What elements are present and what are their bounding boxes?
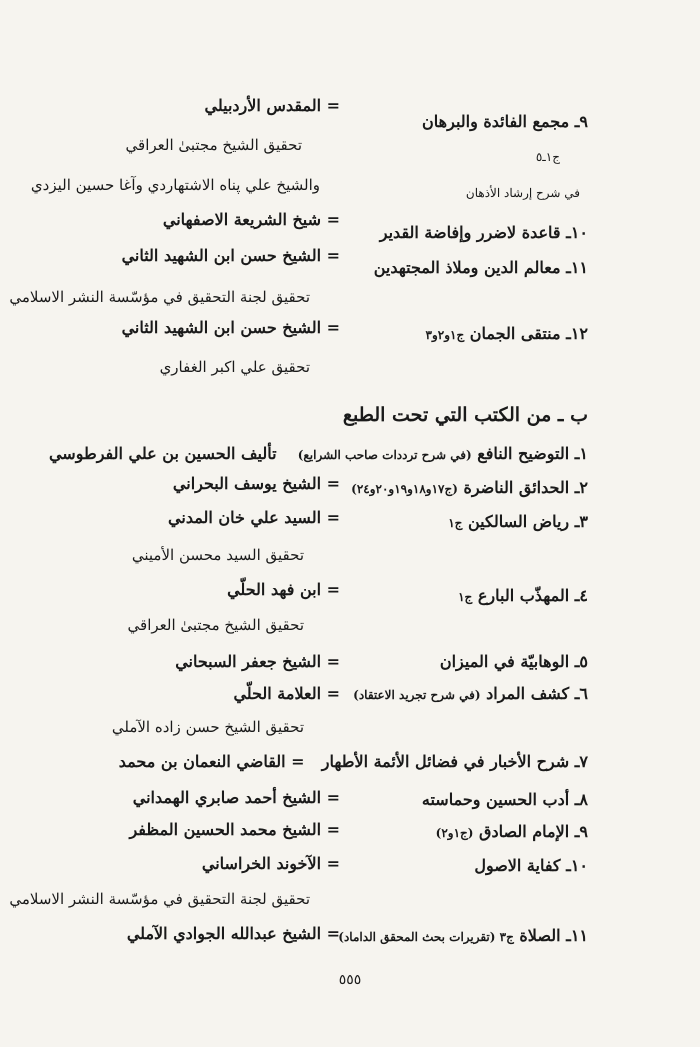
b-item7 <box>119 752 588 771</box>
item12-volume: ج١و٢و٣ <box>425 328 465 342</box>
b-item3-title: ٣ـ رياض السالكين <box>467 512 588 531</box>
b-item3-note: ج١ <box>448 516 463 530</box>
item9-author: = المقدس الأردبيلي <box>204 96 340 115</box>
item12-editor: تحقيق علي اكبر الغفاري <box>159 358 310 376</box>
b-item3 <box>448 512 588 531</box>
b-item4-author: = ابن فهد الحلّي <box>227 580 340 599</box>
item10-author: = شيخ الشريعة الاصفهاني <box>162 210 340 229</box>
b-item1-note: (في شرح ترددات صاحب الشرايع) <box>297 448 472 462</box>
item10-title: ١٠ـ قاعدة لاضرر وإفاضة القدير <box>379 223 588 242</box>
item11-title: ١١ـ معالم الدين وملاذ المجتهدين <box>373 258 588 277</box>
b-item2-title: ٢ـ الحدائق الناضرة <box>463 478 588 497</box>
item12-author: = الشيخ حسن ابن الشهيد الثاني <box>121 318 340 337</box>
item9-volume: ج١ـ٥ <box>535 150 560 164</box>
b-item4-title: ٤ـ المهذّب البارع <box>477 586 588 605</box>
b-item7-author: = القاضي النعمان بن محمد <box>118 752 305 771</box>
b-item11-author: = الشيخ عبدالله الجوادي الآملي <box>126 924 340 943</box>
b-item6 <box>353 684 588 703</box>
item12-title <box>426 324 588 343</box>
item12-title-text: ١٢ـ منتقى الجمان <box>469 324 588 343</box>
b-item5-author: = الشيخ جعفر السبحاني <box>175 652 340 671</box>
b-item4-editor: تحقيق الشيخ مجتبىٰ العراقي <box>127 616 304 634</box>
b-item11-title: ١١ـ الصلاة <box>519 926 588 945</box>
item11-editor: تحقيق لجنة التحقيق في مؤسّسة النشر الاسلامي <box>9 288 310 306</box>
b-item5-title: ٥ـ الوهابيّة في الميزان <box>439 652 588 671</box>
b-item6-editor: تحقيق الشيخ حسن زاده الآملي <box>111 718 304 736</box>
b-item2-note: (ج١٧و١٨و١٩و٢٠و٢٤) <box>351 482 458 496</box>
b-item3-editor: تحقيق السيد محسن الأميني <box>131 546 304 564</box>
b-item10-editor: تحقيق لجنة التحقيق في مؤسّسة النشر الاسلامي <box>9 890 310 908</box>
item9-title: ٩ـ مجمع الفائدة والبرهان <box>422 112 588 131</box>
page-number: ٥٥٥ <box>338 972 362 988</box>
section-b-heading: ب ـ من الكتب التي تحت الطبع <box>342 404 588 426</box>
b-item10-author: = الآخوند الخراساني <box>201 854 340 873</box>
b-item10-title: ١٠ـ كفاية الاصول <box>474 856 588 875</box>
b-item1 <box>49 444 588 463</box>
b-item8-title: ٨ـ أدب الحسين وحماسته <box>421 790 588 809</box>
b-item6-title: ٦ـ كشف المراد <box>486 684 588 703</box>
item11-author: = الشيخ حسن ابن الشهيد الثاني <box>121 246 340 265</box>
b-item11-note: ج٣ (تقريرات بحث المحقق الداماد) <box>338 930 514 944</box>
b-item11 <box>338 926 588 945</box>
item9-note: في شرح إرشاد الأذهان <box>465 186 580 200</box>
b-item6-note: (في شرح تجريد الاعتقاد) <box>353 688 481 702</box>
item9-editor-2: والشيخ علي پناه الاشتهاردي وآغا حسين اليزدي <box>30 176 320 194</box>
b-item4 <box>458 586 588 605</box>
b-item4-note: ج١ <box>458 590 473 604</box>
b-item8-author: = الشيخ أحمد صابري الهمداني <box>132 788 340 807</box>
b-item9 <box>436 822 588 841</box>
b-item7-title: ٧ـ شرح الأخبار في فضائل الأئمة الأطهار <box>321 752 588 771</box>
b-item3-author: = السيد علي خان المدني <box>168 508 340 527</box>
b-item9-title: ٩ـ الإمام الصادق <box>479 822 588 841</box>
b-item9-author: = الشيخ محمد الحسين المظفر <box>129 820 340 839</box>
b-item1-title: ١ـ التوضيح النافع <box>477 444 588 463</box>
b-item6-author: = العلامة الحلّي <box>233 684 340 703</box>
b-item9-note: (ج١و٢) <box>435 826 474 840</box>
b-item1-author: تأليف الحسين بن علي الفرطوسي <box>48 444 277 463</box>
b-item2 <box>351 478 588 497</box>
b-item2-author: = الشيخ يوسف البحراني <box>172 474 340 493</box>
item9-editor-1: تحقيق الشيخ مجتبىٰ العراقي <box>125 136 302 154</box>
